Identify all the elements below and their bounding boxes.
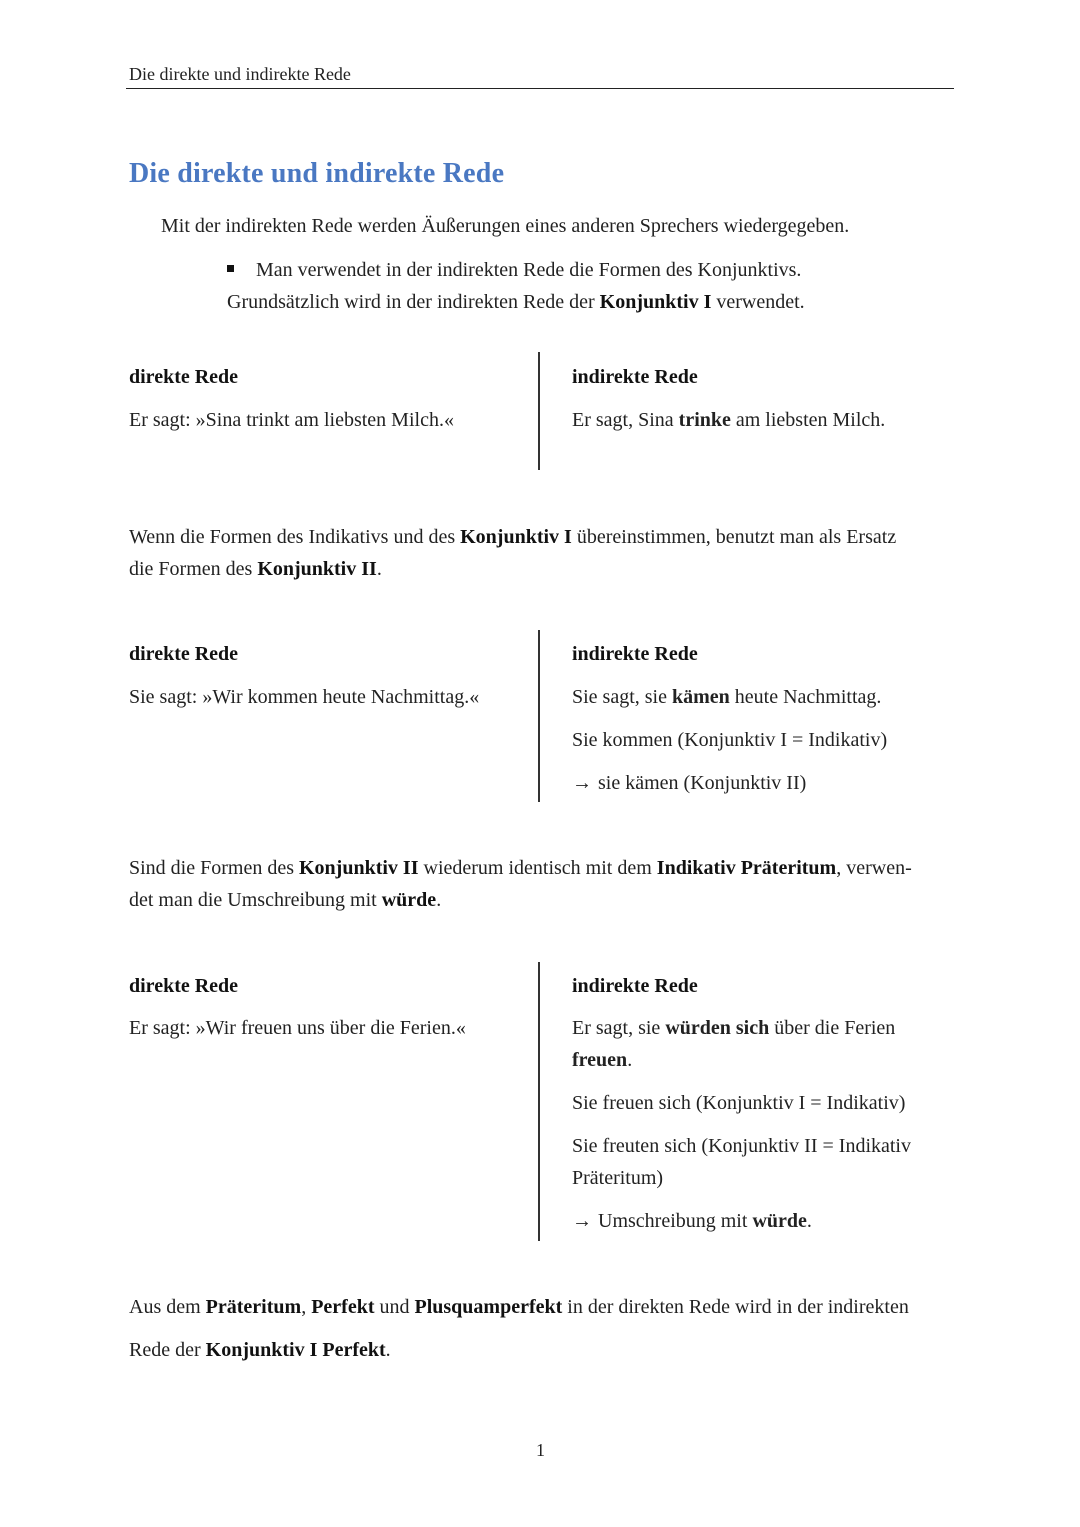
table3-indirect-mid: über die Ferien — [769, 1017, 896, 1039]
para3-text1: Sind die Formen des — [129, 857, 299, 879]
table3-note-2-line2: Präteritum) — [572, 1167, 664, 1189]
table2-direct-label: direkte Rede — [129, 643, 239, 665]
para3-text4: det man die Umschreibung mit — [129, 889, 382, 911]
page-title: Die direkte und indirekte Rede — [129, 158, 505, 189]
table3-note-3-text: Umschreibung mit — [598, 1210, 753, 1232]
para3-text2: wiederum identisch mit dem — [418, 857, 657, 879]
para4-text3: und — [374, 1296, 415, 1318]
para4-text4: in der direkten Rede wird in der indirekten — [562, 1296, 909, 1318]
paragraph-3-line1 — [129, 852, 912, 884]
para2-text2: übereinstimmen, benutzt man als Ersatz — [571, 526, 897, 548]
table2-indirect-example — [572, 681, 881, 713]
table3-indirect-text: Er sagt, sie — [572, 1017, 666, 1039]
table2-indirect-text: Sie sagt, sie — [572, 686, 672, 708]
table3-indirect-end: . — [627, 1049, 633, 1071]
table2-note-1: Sie kommen (Konjunktiv I = Indikativ) — [572, 729, 888, 751]
table3-note-1: Sie freuen sich (Konjunktiv I = Indikativ) — [572, 1092, 906, 1114]
para4-text1: Aus dem — [129, 1296, 206, 1318]
para4-text2: , — [301, 1296, 312, 1318]
para4-bold4: Konjunktiv I Perfekt — [205, 1339, 386, 1361]
para2-bold2: Konjunktiv II — [257, 558, 377, 580]
paragraph-4-line2 — [129, 1334, 391, 1366]
para4-bold2: Perfekt — [311, 1296, 375, 1318]
table1-indirect-example — [572, 404, 885, 436]
table3-indirect-bold2: freuen — [572, 1049, 628, 1071]
table3-indirect-example-line1 — [572, 1012, 895, 1044]
header-rule — [126, 88, 954, 89]
paragraph-2-line2 — [129, 553, 382, 585]
table1-indirect-text: Er sagt, Sina — [572, 409, 679, 431]
para4-bold3: Plusquamperfekt — [414, 1296, 563, 1318]
table3-note-3-bold: würde — [752, 1210, 807, 1232]
table2-note-2 — [572, 767, 806, 799]
table2-indirect-end: heute Nachmittag. — [729, 686, 882, 708]
bullet-item — [227, 254, 801, 286]
paragraph-4-line1 — [129, 1291, 909, 1323]
table3-indirect-bold1: würden sich — [665, 1017, 770, 1039]
table3-direct-example: Er sagt: »Wir freuen uns über die Ferien.« — [129, 1017, 466, 1039]
para3-text3: , verwen- — [836, 857, 912, 879]
para4-text6: . — [385, 1339, 391, 1361]
para3-bold1: Konjunktiv II — [299, 857, 419, 879]
table2-divider — [538, 630, 540, 802]
table1-indirect-label: indirekte Rede — [572, 366, 698, 388]
intro-text: Mit der indirekten Rede werden Äußerungen eines anderen Sprechers wiedergegeben. — [161, 215, 850, 237]
page-number: 1 — [536, 1440, 545, 1460]
table1-direct-example: Er sagt: »Sina trinkt am liebsten Milch.« — [129, 409, 454, 431]
table3-indirect-example-line2 — [572, 1044, 632, 1076]
bullet-text: Man verwendet in der indirekten Rede die Formen des Konjunktivs. — [256, 259, 802, 281]
table2-note-2-text: sie kämen (Konjunktiv II) — [598, 772, 807, 794]
para2-text1: Wenn die Formen des Indikativs und des — [129, 526, 461, 548]
para3-text5: . — [436, 889, 442, 911]
running-header: Die direkte und indirekte Rede — [129, 64, 351, 84]
table1-indirect-bold: trinke — [678, 409, 731, 431]
bullet-square-icon — [227, 265, 234, 272]
para2-bold1: Konjunktiv I — [460, 526, 572, 548]
para4-bold1: Präteritum — [205, 1296, 302, 1318]
para3-bold2: Indikativ Präteritum — [656, 857, 837, 879]
table2-direct-example: Sie sagt: »Wir kommen heute Nachmittag.« — [129, 686, 480, 708]
paragraph-3-line2 — [129, 884, 441, 916]
table3-note-3 — [572, 1205, 812, 1237]
table2-indirect-label: indirekte Rede — [572, 643, 698, 665]
table3-divider — [538, 962, 540, 1241]
bullet-line2-end: verwendet. — [711, 291, 805, 313]
table1-direct-label: direkte Rede — [129, 366, 239, 388]
table1-indirect-end: am liebsten Milch. — [730, 409, 886, 431]
table2-indirect-bold: kämen — [672, 686, 730, 708]
para3-bold3: würde — [381, 889, 437, 911]
arrow-right-icon: → — [572, 1210, 592, 1232]
para2-text4: . — [376, 558, 382, 580]
table3-note-2-line1: Sie freuten sich (Konjunktiv II = Indikativ — [572, 1135, 911, 1157]
bullet-continuation — [227, 286, 805, 318]
table1-divider — [538, 352, 540, 470]
intro-paragraph — [161, 210, 849, 242]
bullet-line2-bold: Konjunktiv I — [599, 291, 712, 313]
table3-note-3-end: . — [806, 1210, 812, 1232]
para4-text5: Rede der — [129, 1339, 206, 1361]
paragraph-2-line1 — [129, 521, 896, 553]
table3-indirect-label: indirekte Rede — [572, 975, 698, 997]
arrow-right-icon: → — [572, 772, 592, 794]
para2-text3: die Formen des — [129, 558, 258, 580]
table3-direct-label: direkte Rede — [129, 975, 239, 997]
bullet-line2-text: Grundsätzlich wird in der indirekten Rede der — [227, 291, 600, 313]
